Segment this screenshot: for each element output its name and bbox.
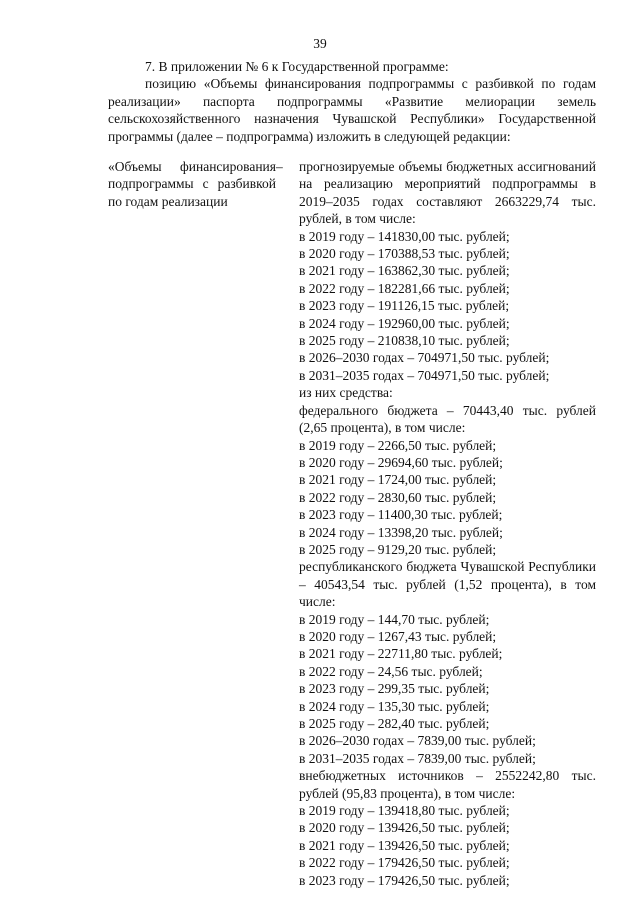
year-line: в 2019 году – 139418,80 тыс. рублей; — [299, 803, 510, 819]
year-line: в 2019 году – 141830,00 тыс. рублей; — [299, 228, 510, 244]
year-line: в 2022 году – 24,56 тыс. рублей; — [299, 663, 483, 679]
year-line: в 2023 году – 299,35 тыс. рублей; — [299, 681, 490, 697]
page-number: 39 — [313, 36, 327, 51]
year-line: в 2021 году – 1724,00 тыс. рублей; — [299, 472, 497, 488]
year-line: в 2022 году – 179426,50 тыс. рублей; — [299, 855, 510, 871]
year-line: в 2019 году – 144,70 тыс. рублей; — [299, 611, 490, 627]
year-line: в 2021 году – 139426,50 тыс. рублей; — [299, 837, 510, 853]
intro-section — [108, 58, 596, 145]
year-line: в 2023 году – 179426,50 тыс. рублей; — [299, 872, 510, 888]
year-line: в 2022 году – 182281,66 тыс. рублей; — [299, 280, 510, 296]
year-line: в 2020 году – 1267,43 тыс. рублей; — [299, 628, 497, 644]
funding-label-cell: «Объемы финансирования подпрограммы с разбивкой по годам реализации — [108, 159, 276, 209]
year-line: в 2024 году – 192960,00 тыс. рублей; — [299, 315, 510, 331]
total-years-list — [299, 228, 596, 385]
year-line: в 2025 году – 282,40 тыс. рублей; — [299, 716, 490, 731]
year-line: в 2025 году – 9129,20 тыс. рублей; — [299, 541, 497, 557]
intro-paragraph: позицию «Объемы финансирования подпрограммы с разбивкой по годам реализации» паспорта подпрограммы «Развитие мелиорации земель сельскохозяйственного назначения Чувашской Республики» Государственной программы (далее – подпрограмма) изложить в следующей редакции: — [108, 76, 596, 144]
republic-years-list — [299, 611, 596, 768]
year-line: в 2019 году – 2266,50 тыс. рублей; — [299, 437, 497, 453]
intro-item: 7. В приложении № 6 к Государственной программе: — [145, 59, 449, 74]
year-line: в 2024 году – 135,30 тыс. рублей; — [299, 698, 490, 714]
separator-dash: – — [276, 159, 283, 174]
extrabudget-years-list — [299, 802, 596, 889]
year-line: в 2023 году – 191126,15 тыс. рублей; — [299, 298, 510, 314]
extrabudget-funding-text: внебюджетных источников – 2552242,80 тыс. рублей (95,83 процента), в том числе: — [299, 768, 596, 801]
year-line: в 2031–2035 годах – 7839,00 тыс. рублей; — [299, 750, 536, 766]
year-line: в 2026–2030 годах – 704971,50 тыс. рублей; — [299, 350, 550, 366]
year-line: в 2020 году – 170388,53 тыс. рублей; — [299, 246, 510, 262]
year-line: в 2022 году – 2830,60 тыс. рублей; — [299, 489, 497, 505]
year-line: в 2023 году – 11400,30 тыс. рублей; — [299, 507, 503, 523]
year-line: в 2031–2035 годах – 704971,50 тыс. рублей; — [299, 367, 550, 383]
year-line: в 2020 году – 139426,50 тыс. рублей; — [299, 820, 510, 836]
federal-funding-text: федерального бюджета – 70443,40 тыс. рублей (2,65 процента), в том числе: — [299, 402, 596, 436]
year-line: в 2026–2030 годах – 7839,00 тыс. рублей; — [299, 733, 536, 749]
of-which-text: из них средства: — [299, 385, 393, 401]
federal-years-list — [299, 437, 596, 559]
year-line: в 2025 году – 210838,10 тыс. рублей; — [299, 333, 510, 349]
total-funding-text: прогнозируемые объемы бюджетных ассигнований на реализацию мероприятий подпрограммы в 2019–2035 годах составляют 2663229,74 тыс. рублей, в том числе: — [299, 159, 596, 227]
year-line: в 2021 году – 163862,30 тыс. рублей; — [299, 263, 510, 279]
funding-values-cell — [299, 158, 596, 889]
year-line: в 2024 году – 13398,20 тыс. рублей; — [299, 524, 503, 540]
year-line: в 2020 году – 29694,60 тыс. рублей; — [299, 454, 503, 470]
year-line: в 2021 году – 22711,80 тыс. рублей; — [299, 646, 503, 662]
republic-funding-text: республиканского бюджета Чувашской Республики – 40543,54 тыс. рублей (1,52 процента), в том числе: — [299, 559, 596, 610]
